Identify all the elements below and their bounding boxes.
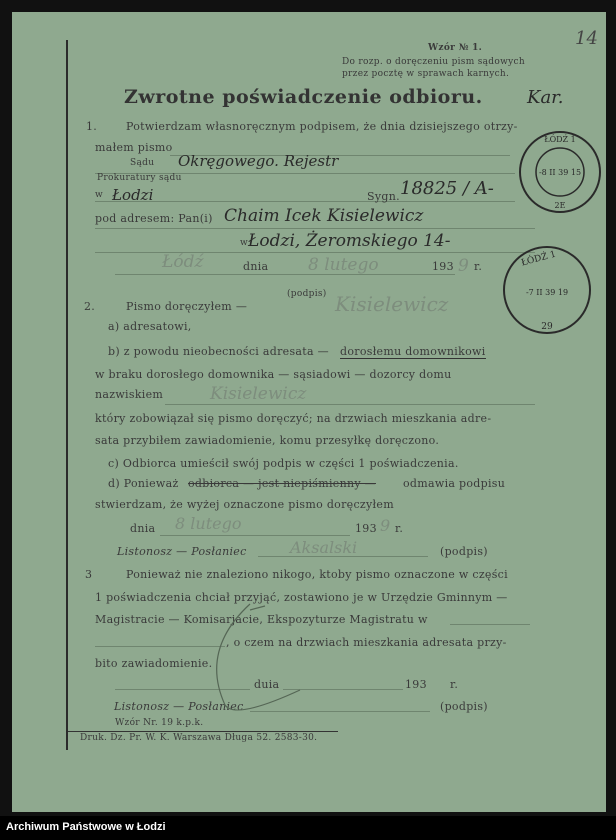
text-line: w braku dorosłego domownika — sąsiadowi — dozorcy domu: [95, 368, 452, 381]
stamp-city: ŁÓDŹ 1: [544, 135, 576, 144]
option-a: a) adresatowi,: [108, 320, 192, 333]
stamp-code: 2E: [554, 201, 566, 210]
year-prefix: 193: [405, 678, 427, 691]
date-label: dnia: [243, 260, 269, 273]
text-line: Magistracie — Komisarjacie, Ekspozyturze Magistratu w: [95, 613, 428, 626]
text-line: stwierdzam, że wyżej oznaczone pismo doręczyłem: [95, 498, 394, 511]
addressee-value: Chaim Icek Kisielewicz: [224, 206, 424, 226]
signature-label: (podpis): [440, 700, 488, 713]
margin-line: [66, 40, 68, 750]
text-line: , o czem na drzwiach mieszkania adresata przy-: [226, 636, 507, 649]
text-line: 1 poświadczenia chciał przyjąć, zostawiono je w Urzędzie Gminnym —: [95, 591, 508, 604]
year-prefix: 193: [355, 522, 377, 535]
section-number: 2.: [84, 300, 96, 313]
section-number: 3: [85, 568, 93, 581]
signature-label: (podpis): [440, 545, 488, 558]
year-value: 9: [380, 516, 391, 535]
year-prefix: 193: [432, 260, 454, 273]
year-r: r.: [474, 260, 483, 273]
page-number: 14: [575, 28, 598, 49]
stamp-date: -7 II 39 19: [525, 288, 569, 297]
address-label: pod adresem: Pan(i): [95, 212, 213, 225]
header-note: Do rozp. o doręczeniu pism sądowych: [342, 57, 525, 67]
in-label: w: [240, 238, 249, 248]
option-d-struck: odbiorca — jest niepiśmienny —: [188, 477, 376, 490]
stamp-code: 29: [541, 322, 553, 332]
section-number: 1.: [86, 120, 98, 133]
in-label: w: [95, 190, 104, 200]
archive-name: Archiwum Państwowe w Łodzi: [6, 821, 166, 833]
sygn-label: Sygn.: [367, 190, 400, 203]
postmark-stamp: [500, 243, 596, 339]
form-number: Wzór № 1.: [428, 43, 483, 53]
year-r: r.: [450, 678, 459, 691]
address-value: Łodzi, Żeromskiego 14-: [248, 231, 451, 251]
year-value: 9: [458, 256, 469, 276]
option-d: odmawia podpisu: [403, 477, 506, 490]
date-label: dnia: [130, 522, 156, 535]
page-title: Zwrotne poświadczenie odbioru.: [124, 86, 483, 108]
surname-value: Kisielewicz: [210, 384, 307, 404]
text-line: małem pismo: [95, 141, 173, 154]
option-b-selected: dorosłemu domownikowi: [340, 345, 486, 358]
title-annotation: Kar.: [527, 87, 564, 108]
date-label: duia: [254, 678, 280, 691]
header-note: przez pocztę w sprawach karnych.: [342, 69, 510, 79]
stamp-city: ŁÓDŹ 1: [520, 249, 558, 269]
text-line: bito zawiadomienie.: [95, 657, 213, 670]
postman-label: Listonosz — Posłaniec: [114, 700, 244, 713]
printer-note: Druk. Dz. Pr. W. K. Warszawa Długa 52. 2583-30.: [80, 733, 318, 743]
prosecutor-label: Prokuratury sądu: [97, 173, 182, 183]
text-line: który zobowiązał się pismo doręczyć; na drzwiach mieszkania adre-: [95, 412, 492, 425]
text-line: Potwierdzam własnoręcznym podpisem, że dnia dzisiejszego otrzy-: [126, 120, 518, 133]
surname-label: nazwiskiem: [95, 388, 164, 401]
sygn-value: 18825 / A-: [400, 178, 494, 199]
signature-label: (podpis): [287, 289, 327, 299]
text-line: sata przybiłem zawiadomienie, komu przesyłkę doręczono.: [95, 434, 440, 447]
year-r: r.: [395, 522, 404, 535]
option-d: d) Ponieważ: [108, 477, 179, 490]
option-b: b) z powodu nieobecności adresata —: [108, 345, 329, 358]
form-reference: Wzór Nr. 19 k.p.k.: [115, 718, 204, 728]
place-value: Łódź: [162, 252, 204, 272]
date-value: 8 lutego: [308, 255, 379, 275]
date-value: 8 lutego: [175, 514, 242, 533]
archive-footer: [0, 816, 616, 840]
court-label: Sądu: [130, 158, 155, 168]
text-line: Ponieważ nie znaleziono nikogo, ktoby pismo oznaczone w części: [126, 568, 508, 581]
postman-signature: Aksalski: [290, 538, 358, 557]
postmark-stamp: [516, 128, 606, 218]
city-value: Łodzi: [112, 186, 154, 204]
stamp-date: -8 II 39 15: [538, 168, 582, 177]
postman-label: Listonosz — Posłaniec: [117, 545, 247, 558]
option-c: c) Odbiorca umieścił swój podpis w części 1 poświadczenia.: [108, 457, 459, 470]
recipient-signature: Kisielewicz: [335, 292, 449, 316]
text-line: Pismo doręczyłem —: [126, 300, 248, 313]
court-value: Okręgowego. Rejestr: [178, 152, 339, 170]
